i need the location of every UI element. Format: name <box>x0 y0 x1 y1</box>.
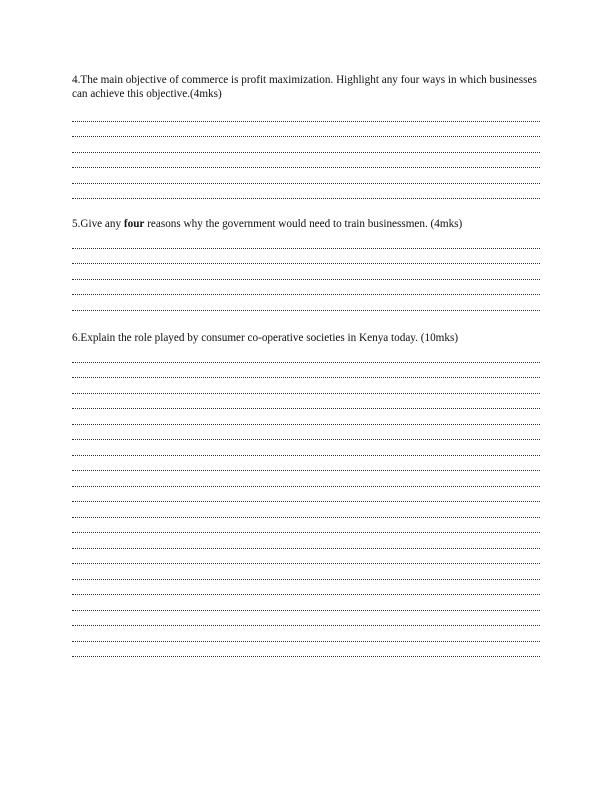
question-5-prompt <box>72 218 542 232</box>
question-4-answer-area[interactable] <box>72 106 540 199</box>
answer-line[interactable] <box>72 394 540 410</box>
answer-line[interactable] <box>72 595 540 611</box>
answer-line[interactable] <box>72 642 540 658</box>
answer-line[interactable] <box>72 280 540 296</box>
question-5-emphasis: four <box>123 218 145 230</box>
answer-line[interactable] <box>72 533 540 549</box>
answer-line[interactable] <box>72 153 540 169</box>
question-6-answer-area[interactable] <box>72 347 540 657</box>
question-4-text: 4.The main objective of commerce is profit maximization. Highlight any four ways in which businesses can achieve this objective.(4mks) <box>72 74 537 100</box>
answer-line[interactable] <box>72 184 540 200</box>
answer-line[interactable] <box>72 295 540 311</box>
question-5-text-end: reasons why the government would need to train businessmen. (4mks) <box>144 218 463 230</box>
answer-line[interactable] <box>72 378 540 394</box>
answer-line[interactable] <box>72 233 540 249</box>
answer-line[interactable] <box>72 456 540 472</box>
answer-line[interactable] <box>72 168 540 184</box>
answer-line[interactable] <box>72 611 540 627</box>
answer-line[interactable] <box>72 137 540 153</box>
answer-line[interactable] <box>72 487 540 503</box>
answer-line[interactable] <box>72 502 540 518</box>
answer-line[interactable] <box>72 440 540 456</box>
answer-line[interactable] <box>72 580 540 596</box>
question-6-text: 6.Explain the role played by consumer co-operative societies in Kenya today. (10mks) <box>72 332 459 344</box>
answer-line[interactable] <box>72 518 540 534</box>
answer-line[interactable] <box>72 363 540 379</box>
question-6-prompt <box>72 332 542 346</box>
answer-line[interactable] <box>72 106 540 122</box>
answer-line[interactable] <box>72 249 540 265</box>
answer-line[interactable] <box>72 264 540 280</box>
answer-line[interactable] <box>72 564 540 580</box>
answer-line[interactable] <box>72 425 540 441</box>
answer-line[interactable] <box>72 409 540 425</box>
question-4-prompt <box>72 74 542 102</box>
answer-line[interactable] <box>72 122 540 138</box>
answer-line[interactable] <box>72 471 540 487</box>
answer-line[interactable] <box>72 549 540 565</box>
answer-line[interactable] <box>72 626 540 642</box>
question-5-answer-area[interactable] <box>72 233 540 311</box>
answer-line[interactable] <box>72 347 540 363</box>
question-5-text-start: 5.Give any <box>72 218 124 230</box>
